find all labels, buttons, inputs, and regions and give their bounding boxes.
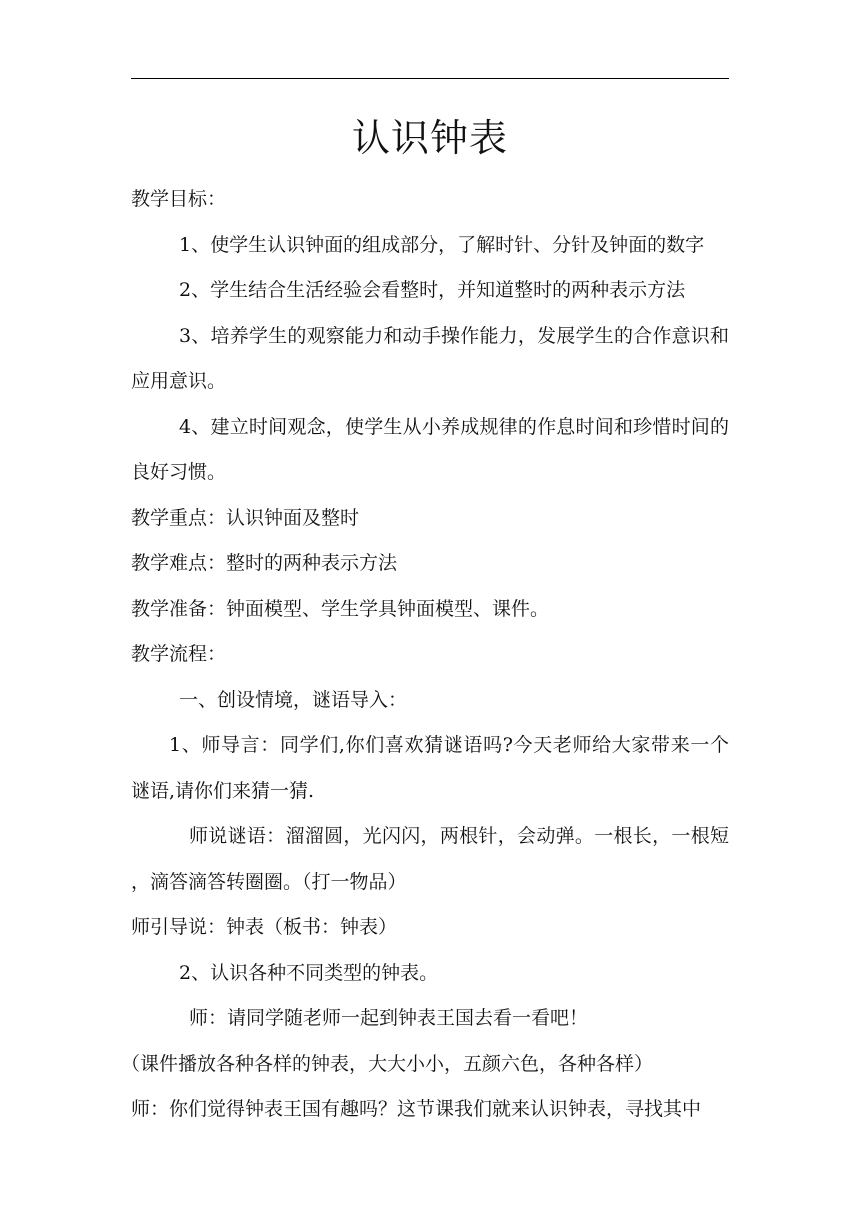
document-title: 认识钟表 [351, 116, 508, 160]
document-body [121, 177, 729, 1133]
section-heading-process: 教学流程： [131, 643, 227, 665]
process-paragraph: 师：请同学随老师一起到钟表王国去看一看吧！ [189, 1007, 589, 1029]
teaching-difficulty: 教学难点：整时的两种表示方法 [131, 552, 398, 574]
teaching-preparation: 教学准备：钟面模型、学生学具钟面模型、课件。 [131, 597, 550, 620]
teaching-focus: 教学重点：认识钟面及整时 [131, 506, 360, 529]
process-paragraph: 师引导说：钟表（板书：钟表） [131, 916, 398, 938]
process-step-1-heading: 一、创设情境，谜语导入： [179, 688, 408, 711]
process-paragraph: 师说谜语：溜溜圆，光闪闪，两根针，会动弹。一根长，一根短 ，滴答滴答转圈圈。（打一物品） [131, 825, 729, 893]
process-paragraph: （课件播放各种各样的钟表，大大小小，五颜六色，各种各样） [121, 1052, 654, 1075]
process-step-2-heading: 2、认识各种不同类型的钟表。 [179, 961, 439, 984]
process-paragraph: 师：你们觉得钟表王国有趣吗？这节课我们就来认识钟表，寻找其中 [131, 1098, 702, 1120]
process-paragraph: 1、师导言：同学们,你们喜欢猜谜语吗?今天老师给大家带来一个谜语,请你们来猜一猜. [131, 734, 729, 802]
objective-item-1: 1、使学生认识钟面的组成部分，了解时针、分针及钟面的数字 [179, 233, 705, 256]
objective-item-3: 3、培养学生的观察能力和动手操作能力，发展学生的合作意识和应用意识。 [131, 324, 729, 392]
header-rule [131, 78, 729, 79]
objective-item-4: 4、建立时间观念，使学生从小养成规律的作息时间和珍惜时间的良好习惯。 [131, 415, 729, 483]
section-heading-objectives: 教学目标： [131, 188, 227, 210]
objective-item-2: 2、学生结合生活经验会看整时，并知道整时的两种表示方法 [179, 279, 686, 301]
